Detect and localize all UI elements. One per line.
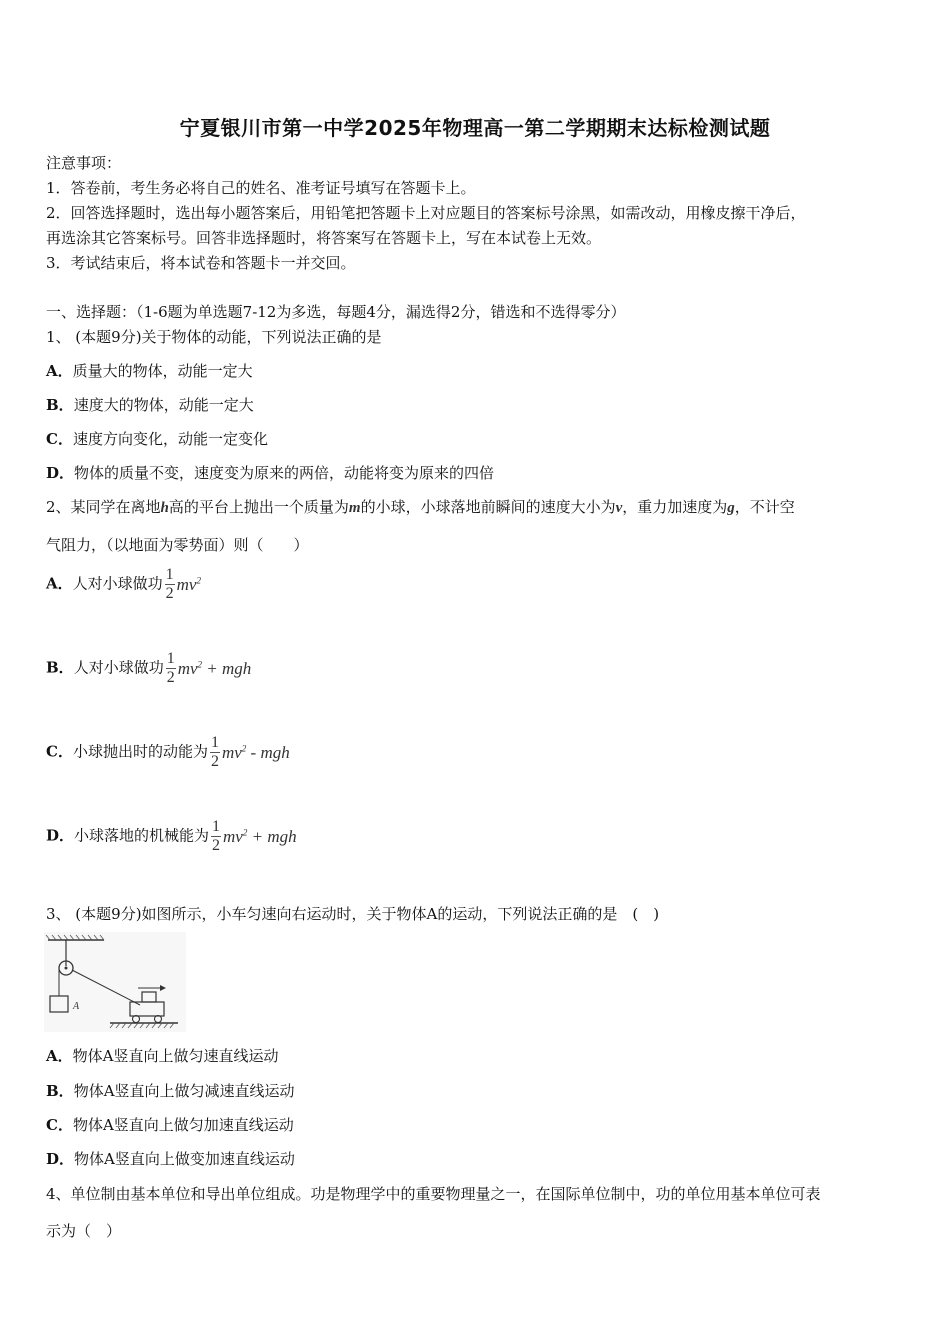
option-label: A． (46, 362, 73, 380)
option-text: 速度大的物体，动能一定大 (73, 396, 254, 414)
q1-option-a[interactable] (46, 360, 253, 381)
option-label: D． (46, 826, 75, 845)
math-expression (177, 575, 201, 595)
q1-option-c[interactable] (46, 428, 268, 449)
expr-exponent: 2 (196, 574, 201, 585)
q3-option-b[interactable] (46, 1080, 295, 1101)
pulley-cart-figure (44, 932, 186, 1032)
option-label: C． (46, 1116, 73, 1134)
expr-main: mv (177, 658, 198, 678)
q3-option-c[interactable] (46, 1114, 294, 1135)
option-text: 物体A竖直向上做匀加速直线运动 (72, 1116, 294, 1134)
variable-m: m (348, 500, 361, 516)
option-label: B． (46, 658, 74, 677)
q3-option-a[interactable] (46, 1045, 278, 1066)
section-heading: 一、选择题：（1-6题为单选题7-12为多选，每题4分，漏选得2分，错选和不选得零分） (46, 303, 626, 321)
fraction-denominator: 2 (166, 669, 175, 686)
math-expression (222, 743, 290, 763)
q2-option-b[interactable] (46, 650, 251, 687)
option-text: 人对小球做功 (73, 658, 164, 677)
fraction (210, 734, 220, 771)
option-text: 物体A竖直向上做变加速直线运动 (74, 1150, 295, 1168)
option-label: B． (46, 1082, 74, 1100)
fraction (211, 818, 221, 855)
option-text: 质量大的物体，动能一定大 (72, 362, 253, 380)
q2-option-d[interactable] (46, 818, 297, 855)
option-label: B． (46, 396, 74, 414)
expr-tail: - mgh (246, 742, 290, 762)
math-expression (178, 659, 252, 679)
notice-item: 再选涂其它答案标号。回答非选择题时，将答案写在答题卡上，写在本试卷上无效。 (46, 229, 602, 247)
option-label: D． (46, 1150, 75, 1168)
stem-text: ，不计空 (734, 498, 795, 516)
option-text: 人对小球做功 (72, 574, 163, 593)
variable-h: h (160, 500, 169, 516)
fraction-numerator: 1 (210, 734, 219, 751)
notice-item: 2．回答选择题时，选出每小题答案后，用铅笔把答题卡上对应题目的答案标号涂黑，如需改动，用橡皮擦干净后， (46, 204, 806, 222)
stem-text: 高的平台上抛出一个质量为 (168, 498, 349, 516)
option-text: 速度方向变化，动能一定变化 (72, 430, 268, 448)
option-text: 小球抛出时的动能为 (72, 742, 208, 761)
q1-option-b[interactable] (46, 394, 254, 415)
expr-tail: + mgh (247, 826, 297, 846)
fraction-numerator: 1 (165, 566, 174, 583)
fraction (165, 566, 175, 603)
option-text: 物体A竖直向上做匀速直线运动 (72, 1047, 279, 1065)
stem-text: ，重力加速度为 (622, 498, 728, 516)
option-label: D． (46, 464, 75, 482)
stem-text: 2、某同学在离地 (46, 498, 161, 516)
variable-g: g (727, 500, 735, 516)
option-label: C． (46, 742, 73, 761)
q2-option-c[interactable] (46, 734, 290, 771)
notice-item: 1．答卷前，考生务必将自己的姓名、准考证号填写在答题卡上。 (46, 179, 476, 197)
option-label: A． (46, 1047, 73, 1065)
fraction (166, 650, 176, 687)
expr-main: mv (223, 826, 243, 846)
option-text: 物体的质量不变，速度变为原来的两倍，动能将变为原来的四倍 (74, 464, 495, 482)
option-text: 小球落地的机械能为 (74, 826, 210, 845)
expr-exponent: 2 (241, 742, 247, 753)
question-4-stem: 4、单位制由基本单位和导出单位组成。功是物理学中的重要物理量之一，在国际单位制中，功的单位用基本单位可表 (46, 1185, 821, 1203)
notice-item: 3．考试结束后，将本试卷和答题卡一并交回。 (46, 254, 356, 272)
question-2-stem (46, 496, 795, 517)
q2-option-a[interactable] (46, 566, 201, 603)
figure-label-a: A (73, 1001, 80, 1012)
variable-v: v (615, 500, 623, 516)
fraction-denominator: 2 (210, 753, 219, 770)
expr-exponent: 2 (197, 658, 203, 669)
fraction-denominator: 2 (165, 585, 174, 602)
notice-heading: 注意事项： (46, 154, 122, 172)
question-3-stem: 3、 (本题9分)如图所示，小车匀速向右运动时，关于物体A的运动，下列说法正确的是 ( ) (46, 905, 660, 923)
math-expression (223, 827, 297, 847)
option-label: A． (46, 574, 73, 593)
question-2-stem-cont: 气阻力，（以地面为零势面）则（ ） (46, 536, 309, 554)
q3-option-d[interactable] (46, 1148, 295, 1169)
question-1-stem: 1、 (本题9分)关于物体的动能，下列说法正确的是 (46, 328, 382, 346)
expr-main: mv (176, 574, 197, 594)
page-title: 宁夏银川市第一中学2025年物理高一第二学期期末达标检测试题 (179, 116, 771, 140)
question-4-stem-cont: 示为（ ） (46, 1222, 122, 1240)
expr-main: mv (221, 742, 242, 762)
expr-tail: + mgh (202, 658, 252, 678)
option-text: 物体A竖直向上做匀减速直线运动 (73, 1082, 295, 1100)
option-label: C． (46, 430, 73, 448)
fraction-numerator: 1 (166, 650, 175, 667)
q1-option-d[interactable] (46, 462, 494, 483)
expr-exponent: 2 (242, 826, 248, 837)
stem-text: 的小球，小球落地前瞬间的速度大小为 (360, 498, 616, 516)
fraction-numerator: 1 (212, 818, 221, 835)
fraction-denominator: 2 (212, 837, 221, 854)
